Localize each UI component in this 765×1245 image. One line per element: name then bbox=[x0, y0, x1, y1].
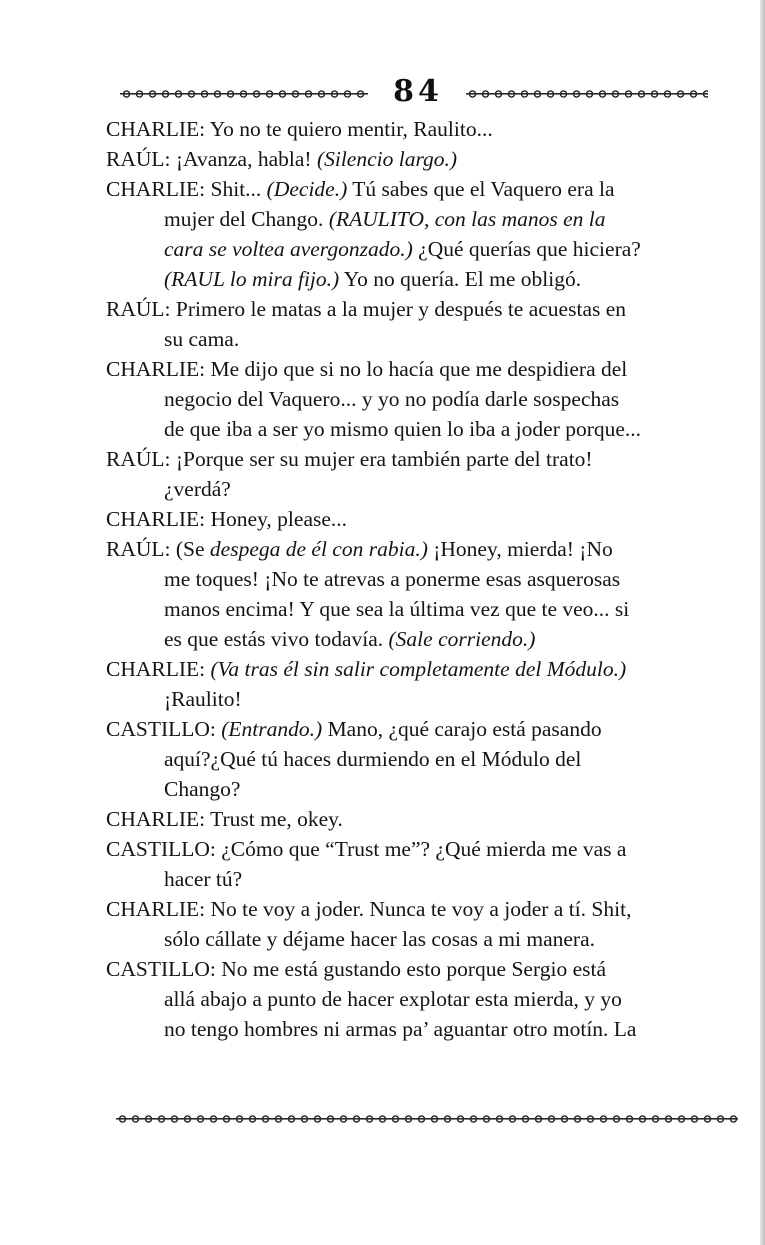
dialogue-segment: ¿verdá? bbox=[164, 477, 231, 501]
dialogue-segment: CHARLIE: Trust me, okey. bbox=[106, 807, 343, 831]
stage-direction: (Silencio largo.) bbox=[316, 147, 458, 171]
dialogue-line bbox=[106, 714, 602, 744]
dialogue-segment: Chango? bbox=[164, 777, 241, 801]
dialogue-line bbox=[106, 144, 457, 174]
stage-direction: (Decide.) bbox=[266, 177, 348, 201]
dialogue-continuation-line bbox=[164, 204, 606, 234]
dialogue-segment: RAÚL: Primero le matas a la mujer y después te acuestas en bbox=[106, 297, 627, 321]
dialogue-segment: CASTILLO: bbox=[106, 717, 222, 741]
dialogue-segment: CHARLIE: Me dijo que si no lo hacía que me despidiera del bbox=[106, 357, 628, 381]
dialogue-continuation-line bbox=[164, 594, 629, 624]
stage-direction: despega de él con rabia.) bbox=[209, 537, 428, 561]
dialogue-segment: allá abajo a punto de hacer explotar esta mierda, y yo bbox=[164, 987, 622, 1011]
dialogue-segment: negocio del Vaquero... y yo no podía darle sospechas bbox=[164, 387, 620, 411]
dialogue-segment: Tú sabes que el Vaquero era la bbox=[347, 177, 615, 201]
dialogue-segment: CASTILLO: ¿Cómo que “Trust me”? ¿Qué mierda me vas a bbox=[106, 837, 627, 861]
dialogue-segment: su cama. bbox=[164, 327, 240, 351]
dialogue-segment: ¿Qué querías que hiciera? bbox=[412, 237, 641, 261]
page-edge-shadow bbox=[760, 0, 765, 1245]
stage-direction: (Sale corriendo.) bbox=[388, 627, 536, 651]
page-header bbox=[118, 74, 710, 114]
stage-direction: (Entrando.) bbox=[221, 717, 323, 741]
stage-direction: (Va tras él sin salir completamente del Módulo.) bbox=[210, 657, 627, 681]
dialogue-line bbox=[106, 654, 626, 684]
dialogue-continuation-line bbox=[164, 774, 240, 804]
dialogue-continuation-line bbox=[164, 234, 641, 264]
dialogue-continuation-line bbox=[164, 744, 581, 774]
dialogue-continuation-line bbox=[164, 924, 595, 954]
dialogue-segment: Yo no quería. El me obligó. bbox=[339, 267, 582, 291]
dialogue-segment: CHARLIE: No te voy a joder. Nunca te voy a joder a tí. Shit, bbox=[106, 897, 632, 921]
dialogue-continuation-line bbox=[164, 624, 535, 654]
header-ornament-left bbox=[120, 89, 368, 99]
dialogue-segment: CHARLIE: bbox=[106, 657, 211, 681]
dialogue-line bbox=[106, 804, 343, 834]
dialogue-line bbox=[106, 444, 593, 474]
dialogue-continuation-line bbox=[164, 474, 231, 504]
dialogue-segment: CHARLIE: Yo no te quiero mentir, Raulito... bbox=[106, 117, 493, 141]
dialogue-continuation-line bbox=[164, 414, 641, 444]
dialogue-segment: de que iba a ser yo mismo quien lo iba a joder porque... bbox=[164, 417, 642, 441]
dialogue-continuation-line bbox=[164, 864, 242, 894]
dialogue-segment: CASTILLO: No me está gustando esto porque Sergio está bbox=[106, 957, 606, 981]
stage-direction: (RAULITO, con las manos en la bbox=[328, 207, 606, 231]
dialogue-line bbox=[106, 174, 615, 204]
page-number: 84 bbox=[393, 74, 443, 109]
dialogue-continuation-line bbox=[164, 684, 242, 714]
dialogue-line bbox=[106, 114, 493, 144]
dialogue-line bbox=[106, 354, 627, 384]
dialogue-segment: mujer del Chango. bbox=[164, 207, 329, 231]
dialogue-continuation-line bbox=[164, 564, 620, 594]
dialogue-line bbox=[106, 894, 631, 924]
dialogue-segment: Mano, ¿qué carajo está pasando bbox=[322, 717, 602, 741]
dialogue-continuation-line bbox=[164, 384, 619, 414]
dialogue-segment: me toques! ¡No te atrevas a ponerme esas asquerosas bbox=[164, 567, 621, 591]
dialogue-line bbox=[106, 294, 626, 324]
dialogue-segment: CHARLIE: Shit... bbox=[106, 177, 267, 201]
dialogue-segment: no tengo hombres ni armas pa’ aguantar otro motín. La bbox=[164, 1017, 637, 1041]
dialogue-line bbox=[106, 834, 626, 864]
dialogue-continuation-line bbox=[164, 264, 581, 294]
dialogue-segment: RAÚL: ¡Avanza, habla! bbox=[106, 147, 317, 171]
dialogue-segment: es que estás vivo todavía. bbox=[164, 627, 389, 651]
dialogue-segment: ¡Honey, mierda! ¡No bbox=[427, 537, 613, 561]
dialogue-segment: CHARLIE: Honey, please... bbox=[106, 507, 348, 531]
dialogue-continuation-line bbox=[164, 1014, 636, 1044]
dialogue-continuation-line bbox=[164, 324, 239, 354]
dialogue-segment: ¡Raulito! bbox=[164, 687, 242, 711]
dialogue-line bbox=[106, 534, 613, 564]
dialogue-segment: RAÚL: ¡Porque ser su mujer era también parte del trato! bbox=[106, 447, 593, 471]
dialogue-line bbox=[106, 954, 606, 984]
dialogue-segment: aquí?¿Qué tú haces durmiendo en el Módulo del bbox=[164, 747, 582, 771]
dialogue-line bbox=[106, 504, 347, 534]
header-ornament-right bbox=[466, 89, 708, 99]
dialogue-segment: sólo cállate y déjame hacer las cosas a mi manera. bbox=[164, 927, 595, 951]
stage-direction: cara se voltea avergonzado.) bbox=[164, 237, 413, 261]
dialogue-segment: hacer tú? bbox=[164, 867, 243, 891]
dialogue-segment: manos encima! Y que sea la última vez que te veo... si bbox=[164, 597, 630, 621]
footer-ornament bbox=[116, 1114, 738, 1124]
dialogue-continuation-line bbox=[164, 984, 622, 1014]
stage-direction: (RAUL lo mira fijo.) bbox=[164, 267, 340, 291]
dialogue-segment: RAÚL: (Se bbox=[106, 537, 210, 561]
